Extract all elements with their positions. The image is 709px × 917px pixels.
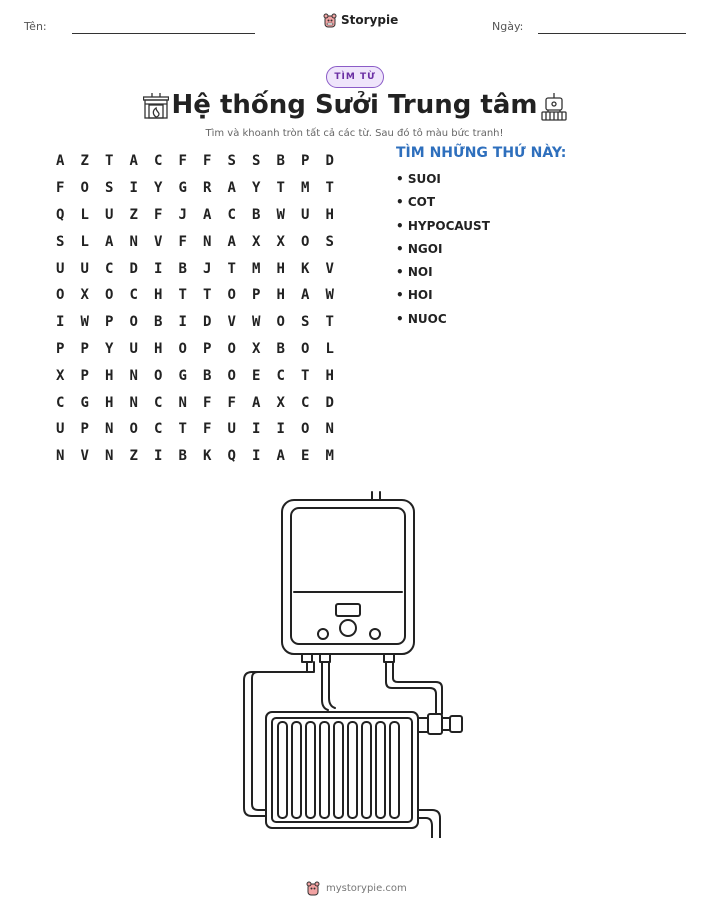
- grid-letter: F: [154, 206, 163, 223]
- grid-letter: O: [227, 287, 236, 304]
- grid-letter: A: [56, 153, 65, 170]
- grid-letter: U: [56, 260, 65, 277]
- grid-letter: T: [227, 260, 236, 277]
- grid-letter: M: [325, 448, 334, 465]
- grid-letter: A: [129, 153, 138, 170]
- grid-row: [48, 362, 342, 389]
- page-title: Hệ thống Sưởi Trung tâm: [171, 90, 538, 120]
- grid-letter: F: [203, 153, 212, 170]
- grid-letter: S: [301, 314, 310, 331]
- grid-letter: U: [105, 206, 114, 223]
- grid-letter: P: [80, 421, 89, 438]
- grid-letter: D: [203, 314, 212, 331]
- grid-letter: X: [276, 394, 285, 411]
- grid-letter: W: [80, 314, 89, 331]
- grid-letter: H: [276, 260, 285, 277]
- grid-letter: O: [56, 287, 65, 304]
- grid-letter: O: [129, 421, 138, 438]
- grid-letter: T: [276, 180, 285, 197]
- grid-letter: C: [301, 394, 310, 411]
- grid-letter: P: [301, 153, 310, 170]
- grid-letter: X: [56, 367, 65, 384]
- grid-letter: Y: [105, 340, 114, 357]
- grid-letter: I: [56, 314, 65, 331]
- grid-letter: B: [276, 340, 285, 357]
- grid-letter: C: [154, 394, 163, 411]
- grid-letter: B: [252, 206, 261, 223]
- grid-letter: P: [56, 340, 65, 357]
- grid-letter: H: [325, 367, 334, 384]
- grid-letter: D: [325, 153, 334, 170]
- grid-letter: Z: [129, 448, 138, 465]
- grid-letter: F: [56, 180, 65, 197]
- grid-letter: C: [56, 394, 65, 411]
- grid-letter: I: [276, 421, 285, 438]
- instructions: Tìm và khoanh tròn tất cả các từ. Sau đó tô màu bức tranh!: [205, 128, 504, 139]
- grid-letter: M: [301, 180, 310, 197]
- grid-letter: B: [178, 448, 187, 465]
- grid-letter: J: [203, 260, 212, 277]
- grid-letter: I: [154, 260, 163, 277]
- grid-row: [48, 175, 342, 202]
- grid-letter: A: [276, 448, 285, 465]
- grid-letter: U: [301, 206, 310, 223]
- grid-letter: X: [80, 287, 89, 304]
- grid-letter: O: [301, 421, 310, 438]
- word-search-grid: [48, 148, 342, 470]
- grid-letter: Y: [252, 180, 261, 197]
- grid-letter: P: [105, 314, 114, 331]
- grid-letter: O: [301, 233, 310, 250]
- grid-letter: B: [178, 260, 187, 277]
- boiler-icon: [540, 92, 568, 122]
- grid-row: [48, 228, 342, 255]
- grid-letter: I: [154, 448, 163, 465]
- grid-letter: L: [80, 206, 89, 223]
- grid-letter: S: [105, 180, 114, 197]
- grid-letter: S: [227, 153, 236, 170]
- grid-letter: Q: [56, 206, 65, 223]
- grid-letter: N: [203, 233, 212, 250]
- grid-row: [48, 255, 342, 282]
- grid-letter: L: [80, 233, 89, 250]
- grid-letter: J: [178, 206, 187, 223]
- grid-letter: S: [325, 233, 334, 250]
- grid-letter: U: [227, 421, 236, 438]
- grid-row: [48, 202, 342, 229]
- grid-letter: N: [56, 448, 65, 465]
- brand-name: Storypie: [341, 13, 399, 27]
- grid-row: [48, 389, 342, 416]
- grid-letter: F: [203, 394, 212, 411]
- grid-letter: I: [252, 448, 261, 465]
- grid-letter: O: [301, 340, 310, 357]
- grid-letter: V: [325, 260, 334, 277]
- grid-letter: C: [154, 153, 163, 170]
- grid-row: [48, 336, 342, 363]
- word-item: • NOI: [396, 265, 433, 280]
- grid-letter: H: [276, 287, 285, 304]
- grid-letter: Z: [80, 153, 89, 170]
- grid-letter: U: [80, 260, 89, 277]
- grid-letter: A: [301, 287, 310, 304]
- grid-letter: N: [105, 448, 114, 465]
- grid-letter: P: [80, 340, 89, 357]
- grid-letter: X: [252, 233, 261, 250]
- grid-letter: O: [178, 340, 187, 357]
- name-label: Tên:: [24, 20, 47, 33]
- grid-letter: E: [252, 367, 261, 384]
- grid-letter: T: [178, 421, 187, 438]
- grid-letter: U: [129, 340, 138, 357]
- grid-letter: T: [301, 367, 310, 384]
- grid-letter: P: [203, 340, 212, 357]
- grid-letter: F: [227, 394, 236, 411]
- grid-letter: V: [80, 448, 89, 465]
- name-line: [72, 33, 255, 34]
- grid-letter: V: [154, 233, 163, 250]
- grid-letter: V: [227, 314, 236, 331]
- grid-letter: A: [227, 233, 236, 250]
- grid-letter: T: [105, 153, 114, 170]
- grid-letter: B: [154, 314, 163, 331]
- grid-letter: A: [203, 206, 212, 223]
- grid-letter: W: [252, 314, 261, 331]
- grid-letter: A: [252, 394, 261, 411]
- activity-badge: TÌM TỪ: [326, 66, 384, 88]
- date-label: Ngày:: [492, 20, 524, 33]
- grid-letter: H: [154, 340, 163, 357]
- grid-letter: A: [227, 180, 236, 197]
- grid-letter: N: [129, 233, 138, 250]
- word-item: • COT: [396, 195, 436, 210]
- grid-letter: O: [227, 367, 236, 384]
- grid-row: [48, 416, 342, 443]
- word-item: • NGOI: [396, 241, 443, 256]
- grid-letter: H: [154, 287, 163, 304]
- word-list-title: TÌM NHỮNG THỨ NÀY:: [396, 145, 567, 161]
- footer: [306, 880, 407, 896]
- grid-letter: N: [325, 421, 334, 438]
- grid-letter: T: [325, 314, 334, 331]
- brand-logo: [323, 12, 398, 28]
- grid-letter: E: [301, 448, 310, 465]
- grid-letter: T: [178, 287, 187, 304]
- word-item: • HYPOCAUST: [396, 218, 490, 233]
- grid-letter: N: [178, 394, 187, 411]
- grid-letter: N: [129, 394, 138, 411]
- grid-letter: M: [252, 260, 261, 277]
- grid-letter: O: [80, 180, 89, 197]
- boiler-radiator-illustration: [236, 488, 472, 838]
- grid-letter: K: [301, 260, 310, 277]
- grid-letter: K: [203, 448, 212, 465]
- grid-letter: C: [129, 287, 138, 304]
- grid-letter: H: [105, 367, 114, 384]
- grid-letter: N: [105, 421, 114, 438]
- grid-letter: L: [325, 340, 334, 357]
- grid-letter: A: [105, 233, 114, 250]
- grid-letter: C: [276, 367, 285, 384]
- grid-letter: G: [178, 367, 187, 384]
- grid-letter: I: [129, 180, 138, 197]
- grid-letter: F: [203, 421, 212, 438]
- grid-letter: C: [227, 206, 236, 223]
- grid-letter: R: [203, 180, 212, 197]
- grid-letter: Z: [129, 206, 138, 223]
- grid-letter: X: [276, 233, 285, 250]
- grid-letter: F: [178, 233, 187, 250]
- grid-letter: W: [325, 287, 334, 304]
- date-line: [538, 33, 686, 34]
- grid-letter: S: [56, 233, 65, 250]
- grid-row: [48, 443, 342, 470]
- grid-letter: O: [154, 367, 163, 384]
- grid-letter: I: [178, 314, 187, 331]
- grid-letter: G: [80, 394, 89, 411]
- grid-letter: D: [325, 394, 334, 411]
- grid-letter: C: [105, 260, 114, 277]
- grid-row: [48, 282, 342, 309]
- grid-letter: Y: [154, 180, 163, 197]
- grid-letter: F: [178, 153, 187, 170]
- grid-letter: I: [252, 421, 261, 438]
- word-item: • HOI: [396, 288, 433, 303]
- grid-letter: S: [252, 153, 261, 170]
- grid-letter: T: [203, 287, 212, 304]
- footer-url: mystorypie.com: [326, 882, 407, 894]
- grid-letter: D: [129, 260, 138, 277]
- grid-letter: P: [252, 287, 261, 304]
- grid-letter: H: [325, 206, 334, 223]
- grid-letter: O: [129, 314, 138, 331]
- grid-letter: P: [80, 367, 89, 384]
- grid-letter: T: [325, 180, 334, 197]
- storypie-mascot-icon: [323, 12, 337, 28]
- grid-letter: W: [276, 206, 285, 223]
- grid-letter: X: [252, 340, 261, 357]
- word-item: • NUOC: [396, 311, 447, 326]
- grid-letter: U: [56, 421, 65, 438]
- grid-letter: O: [227, 340, 236, 357]
- word-list: [396, 172, 490, 335]
- storypie-mascot-icon: [306, 880, 320, 896]
- grid-letter: G: [178, 180, 187, 197]
- grid-letter: O: [276, 314, 285, 331]
- grid-letter: B: [203, 367, 212, 384]
- grid-letter: O: [105, 287, 114, 304]
- grid-row: [48, 148, 342, 175]
- grid-letter: Q: [227, 448, 236, 465]
- grid-row: [48, 309, 342, 336]
- grid-letter: C: [154, 421, 163, 438]
- grid-letter: H: [105, 394, 114, 411]
- grid-letter: N: [129, 367, 138, 384]
- word-item: • SUOI: [396, 172, 441, 186]
- grid-letter: B: [276, 153, 285, 170]
